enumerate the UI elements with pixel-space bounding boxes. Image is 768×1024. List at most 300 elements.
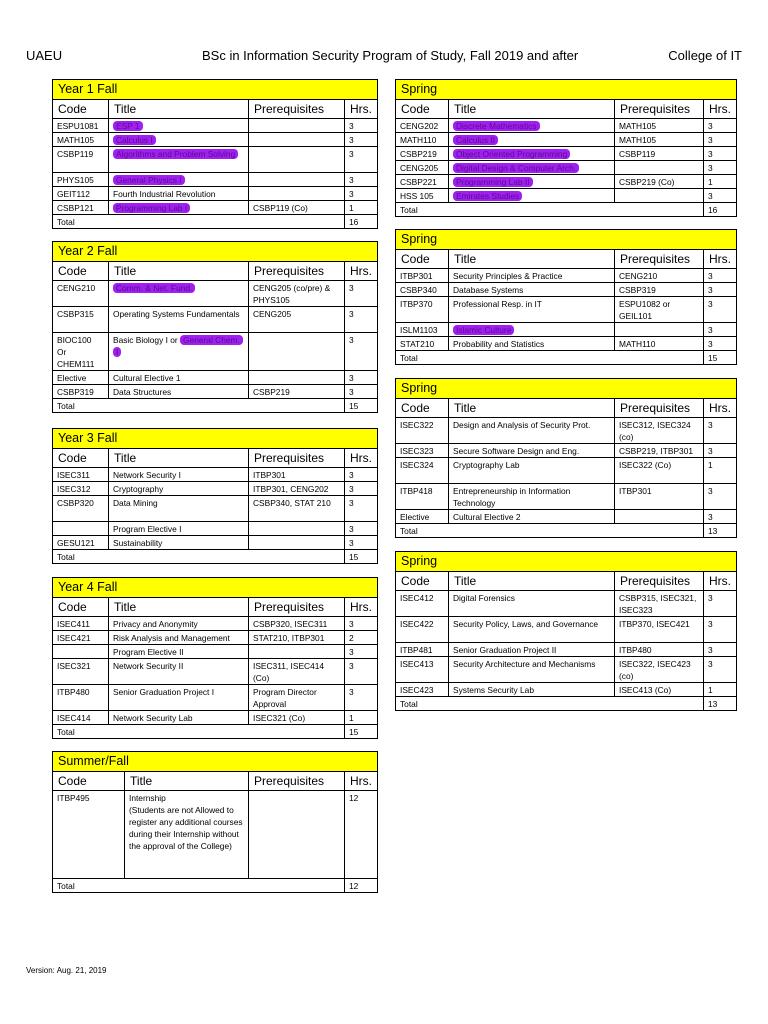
course-prerequisites: ITBP301, CENG202 [249, 482, 345, 496]
course-title-cell [449, 484, 615, 510]
total-hours: 16 [704, 203, 737, 217]
course-hours: 3 [704, 657, 737, 683]
course-prerequisites: ISEC322 (Co) [615, 458, 704, 484]
course-title: Security Architecture and Mechanisms [453, 659, 596, 669]
course-hours: 3 [704, 643, 737, 657]
course-prerequisites: CENG205 (co/pre) & PHYS105 [249, 281, 345, 307]
column-header-prerequisites: Prerequisites [249, 449, 345, 468]
course-title-cell [449, 418, 615, 444]
course-title: Senior Graduation Project I [113, 687, 215, 697]
course-row [53, 659, 378, 685]
total-label: Total [396, 524, 704, 538]
course-hours: 3 [704, 591, 737, 617]
course-title-cell [109, 685, 249, 711]
course-code: CSBP219 [396, 147, 449, 161]
course-prerequisites: CSBP119 (Co) [249, 201, 345, 215]
course-hours: 3 [345, 522, 378, 536]
course-title: Design and Analysis of Security Prot. [453, 420, 591, 430]
course-row [53, 617, 378, 631]
course-hours: 3 [345, 307, 378, 333]
course-prerequisites: CENG205 [249, 307, 345, 333]
course-code [53, 645, 109, 659]
course-hours: 3 [345, 617, 378, 631]
course-title-cell [449, 683, 615, 697]
course-title-cell [109, 119, 249, 133]
column-header-title: Title [109, 598, 249, 617]
total-row [396, 524, 737, 538]
course-code: CSBP221 [396, 175, 449, 189]
total-row [396, 351, 737, 365]
course-code: CENG210 [53, 281, 109, 307]
total-row [396, 203, 737, 217]
course-code: BIOC100 Or CHEM111 [53, 333, 109, 371]
semester-heading: Spring [396, 379, 737, 399]
course-prerequisites: ITBP301 [249, 468, 345, 482]
total-label: Total [53, 215, 345, 229]
course-prerequisites: CENG210 [615, 269, 704, 283]
course-title-cell [109, 482, 249, 496]
column-header-row [396, 399, 737, 418]
course-title-cell [449, 617, 615, 643]
course-row [396, 683, 737, 697]
course-row [396, 283, 737, 297]
course-hours: 3 [345, 536, 378, 550]
course-row [396, 175, 737, 189]
course-title-cell [109, 133, 249, 147]
course-prerequisites: ITBP301 [615, 484, 704, 510]
column-header-hours: Hrs. [345, 598, 378, 617]
course-title-cell [109, 333, 249, 371]
course-title-cell [109, 201, 249, 215]
course-row [53, 685, 378, 711]
semester-heading: Spring [396, 80, 737, 100]
course-prerequisites: CSBP320, ISEC311 [249, 617, 345, 631]
course-table-summer [52, 751, 378, 893]
course-code: STAT210 [396, 337, 449, 351]
course-hours: 3 [345, 187, 378, 201]
course-title-cell [449, 657, 615, 683]
course-prerequisites [615, 161, 704, 175]
course-hours: 3 [704, 161, 737, 175]
course-table-y4-spring [395, 551, 737, 711]
document-header [26, 46, 742, 66]
course-hours: 3 [345, 385, 378, 399]
course-code: ITBP480 [53, 685, 109, 711]
course-row [53, 482, 378, 496]
course-title: Islamic Culture [453, 325, 514, 335]
course-hours: 3 [345, 133, 378, 147]
university-name: UAEU [26, 48, 63, 63]
total-row [53, 215, 378, 229]
total-label: Total [396, 203, 704, 217]
course-title-cell [449, 323, 615, 337]
course-hours: 3 [345, 119, 378, 133]
course-hours: 3 [704, 323, 737, 337]
course-hours: 3 [704, 283, 737, 297]
course-prerequisites: MATH105 [615, 133, 704, 147]
course-prerequisites: ISEC312, ISEC324 (co) [615, 418, 704, 444]
course-title: Network Security Lab [113, 713, 193, 723]
course-title-cell [449, 591, 615, 617]
course-code: CSBP319 [53, 385, 109, 399]
course-row [396, 418, 737, 444]
course-title: Professional Resp. in IT [453, 299, 542, 309]
column-header-row [53, 598, 378, 617]
column-header-row [53, 262, 378, 281]
course-row [53, 333, 378, 371]
course-hours: 3 [345, 468, 378, 482]
column-header-prerequisites: Prerequisites [615, 250, 704, 269]
course-title-cell [449, 269, 615, 283]
course-title: Data Mining [113, 498, 158, 508]
column-header-title: Title [449, 399, 615, 418]
course-code: CSBP315 [53, 307, 109, 333]
total-label: Total [53, 399, 345, 413]
course-prerequisites: CSBP119 [615, 147, 704, 161]
column-header-title: Title [109, 100, 249, 119]
course-row [396, 323, 737, 337]
total-hours: 15 [345, 399, 378, 413]
course-title: General Physics I [113, 175, 185, 185]
course-title: Programming Lab II [453, 177, 533, 187]
total-hours: 13 [704, 697, 737, 711]
course-hours: 3 [704, 133, 737, 147]
course-prerequisites [249, 522, 345, 536]
course-prerequisites [249, 791, 345, 879]
course-row [396, 337, 737, 351]
column-header-hours: Hrs. [345, 262, 378, 281]
course-code: CSBP320 [53, 496, 109, 522]
column-header-title: Title [449, 572, 615, 591]
course-code: HSS 105 [396, 189, 449, 203]
course-row [53, 147, 378, 173]
total-row [53, 725, 378, 739]
course-prerequisites: MATH105 [615, 119, 704, 133]
course-hours: 3 [345, 371, 378, 385]
course-row [53, 307, 378, 333]
course-hours: 2 [345, 631, 378, 645]
course-hours: 3 [345, 659, 378, 685]
course-title-cell [109, 173, 249, 187]
course-hours: 1 [704, 683, 737, 697]
course-row [396, 161, 737, 175]
course-title-cell [109, 536, 249, 550]
course-title-cell [449, 119, 615, 133]
column-header-hours: Hrs. [345, 449, 378, 468]
course-code: Elective [53, 371, 109, 385]
semester-heading: Year 1 Fall [53, 80, 378, 100]
course-prerequisites: STAT210, ITBP301 [249, 631, 345, 645]
course-title: Calculus I [113, 135, 156, 145]
course-code: CSBP121 [53, 201, 109, 215]
total-label: Total [53, 879, 345, 893]
course-code: ISEC322 [396, 418, 449, 444]
course-title-cell [449, 175, 615, 189]
semester-heading: Spring [396, 230, 737, 250]
course-code: ITBP370 [396, 297, 449, 323]
course-title: Probability and Statistics [453, 339, 545, 349]
course-title-cell [109, 711, 249, 725]
column-header-hours: Hrs. [704, 250, 737, 269]
column-header-prerequisites: Prerequisites [249, 772, 345, 791]
column-header-hours: Hrs. [704, 100, 737, 119]
course-code: GEIT112 [53, 187, 109, 201]
course-hours: 3 [704, 297, 737, 323]
course-prerequisites: ISEC413 (Co) [615, 683, 704, 697]
course-hours: 3 [704, 147, 737, 161]
document-title: BSc in Information Security Program of Study, Fall 2019 and after [202, 48, 579, 63]
course-prerequisites: CSBP340, STAT 210 [249, 496, 345, 522]
course-title-cell [449, 458, 615, 484]
course-hours: 3 [345, 645, 378, 659]
course-code: MATH110 [396, 133, 449, 147]
course-title-cell [109, 147, 249, 173]
column-header-prerequisites: Prerequisites [615, 100, 704, 119]
semester-heading: Spring [396, 552, 737, 572]
course-prerequisites [615, 189, 704, 203]
course-title: ESP 1 [113, 121, 143, 131]
course-hours: 3 [345, 147, 378, 173]
total-hours: 15 [345, 725, 378, 739]
course-title: Internship (Students are not Allowed to register any additional courses during their Internship without the approval of the College) [129, 793, 243, 851]
course-hours: 3 [345, 482, 378, 496]
course-prerequisites: CSBP315, ISEC321, ISEC323 [615, 591, 704, 617]
course-title-cell [109, 645, 249, 659]
column-header-code: Code [53, 100, 109, 119]
column-header-code: Code [396, 399, 449, 418]
total-label: Total [396, 351, 704, 365]
course-hours: 3 [345, 333, 378, 371]
course-title: Cultural Elective 2 [453, 512, 521, 522]
course-title: Cultural Elective 1 [113, 373, 181, 383]
course-prerequisites: CSBP219 (Co) [615, 175, 704, 189]
course-title: Risk Analysis and Management [113, 633, 230, 643]
course-row [53, 371, 378, 385]
column-header-code: Code [53, 772, 125, 791]
course-hours: 3 [704, 484, 737, 510]
course-code: GESU121 [53, 536, 109, 550]
course-prerequisites [249, 119, 345, 133]
course-prerequisites: CSBP219 [249, 385, 345, 399]
total-label: Total [396, 697, 704, 711]
course-table-y2-spring [395, 229, 737, 365]
course-code: ISEC423 [396, 683, 449, 697]
column-header-row [396, 100, 737, 119]
column-header-hours: Hrs. [704, 572, 737, 591]
course-title: Discrete Mathematics [453, 121, 540, 131]
course-title-cell [449, 444, 615, 458]
course-prerequisites: ITBP370, ISEC421 [615, 617, 704, 643]
course-prerequisites [249, 645, 345, 659]
course-title: Sustainability [113, 538, 163, 548]
course-title-cell [109, 385, 249, 399]
course-title-cell [449, 337, 615, 351]
course-hours: 3 [704, 418, 737, 444]
course-table-y4-fall [52, 577, 378, 739]
total-row [53, 879, 378, 893]
course-code: ISEC422 [396, 617, 449, 643]
course-code: ISLM1103 [396, 323, 449, 337]
course-title-cell [449, 133, 615, 147]
course-title-cell [109, 617, 249, 631]
course-title-cell [449, 510, 615, 524]
column-header-title: Title [109, 449, 249, 468]
total-hours: 15 [345, 550, 378, 564]
course-row [53, 133, 378, 147]
course-row [53, 173, 378, 187]
course-code: ISEC311 [53, 468, 109, 482]
course-prerequisites: CSBP219, ITBP301 [615, 444, 704, 458]
course-title-cell [109, 307, 249, 333]
course-row [396, 269, 737, 283]
course-title-cell [449, 161, 615, 175]
course-title: Privacy and Anonymity [113, 619, 198, 629]
course-code: ISEC321 [53, 659, 109, 685]
course-title-cell [109, 496, 249, 522]
course-hours: 3 [704, 617, 737, 643]
course-code: CENG202 [396, 119, 449, 133]
course-title-cell [109, 631, 249, 645]
course-prerequisites: ISEC322, ISEC423 (co) [615, 657, 704, 683]
course-row [53, 281, 378, 307]
course-row [396, 591, 737, 617]
course-hours: 3 [704, 337, 737, 351]
course-title: Cryptography [113, 484, 164, 494]
course-title: Programming Lab I [113, 203, 190, 213]
course-row [396, 147, 737, 161]
course-row [53, 645, 378, 659]
course-hours: 3 [704, 510, 737, 524]
course-row [53, 631, 378, 645]
course-hours: 1 [704, 458, 737, 484]
course-row [396, 510, 737, 524]
course-code: ISEC323 [396, 444, 449, 458]
course-row [53, 201, 378, 215]
total-hours: 15 [704, 351, 737, 365]
column-header-code: Code [53, 449, 109, 468]
course-row [53, 187, 378, 201]
course-title: Calculus II [453, 135, 498, 145]
course-prerequisites [249, 133, 345, 147]
column-header-row [396, 250, 737, 269]
course-code: CENG205 [396, 161, 449, 175]
course-table-y1-spring [395, 79, 737, 217]
course-prerequisites: ESPU1082 or GEIL101 [615, 297, 704, 323]
course-row [396, 657, 737, 683]
column-header-prerequisites: Prerequisites [615, 399, 704, 418]
course-hours: 3 [345, 496, 378, 522]
course-table-y2-fall [52, 241, 378, 413]
course-row [396, 484, 737, 510]
course-title: Algorithms and Problem Solving [113, 149, 238, 159]
course-prerequisites: CSBP319 [615, 283, 704, 297]
course-table-y3-spring [395, 378, 737, 538]
course-hours: 3 [345, 173, 378, 187]
course-title: Comm. & Net. Fund. [113, 283, 195, 293]
course-code: MATH105 [53, 133, 109, 147]
course-row [396, 119, 737, 133]
course-title: Operating Systems Fundamentals [113, 309, 240, 319]
column-header-row [53, 772, 378, 791]
total-row [53, 399, 378, 413]
course-prerequisites [249, 173, 345, 187]
column-header-code: Code [396, 100, 449, 119]
total-row [53, 550, 378, 564]
course-title-cell [109, 281, 249, 307]
course-title: Security Principles & Practice [453, 271, 563, 281]
course-title: Network Security I [113, 470, 181, 480]
column-header-prerequisites: Prerequisites [249, 598, 345, 617]
course-row [396, 189, 737, 203]
course-hours: 1 [345, 201, 378, 215]
course-prerequisites: ITBP480 [615, 643, 704, 657]
course-code: ISEC324 [396, 458, 449, 484]
course-prerequisites [249, 371, 345, 385]
course-code: ISEC411 [53, 617, 109, 631]
course-code: CSBP119 [53, 147, 109, 173]
total-hours: 16 [345, 215, 378, 229]
course-row [53, 711, 378, 725]
course-row [396, 617, 737, 643]
column-header-code: Code [396, 250, 449, 269]
course-hours: 3 [345, 685, 378, 711]
course-title-cell [109, 522, 249, 536]
course-title-cell [449, 283, 615, 297]
course-row [53, 536, 378, 550]
column-header-hours: Hrs. [704, 399, 737, 418]
column-header-row [53, 100, 378, 119]
course-row [53, 791, 378, 879]
total-hours: 13 [704, 524, 737, 538]
course-row [53, 496, 378, 522]
semester-heading: Summer/Fall [53, 752, 378, 772]
course-row [396, 458, 737, 484]
course-table-y3-fall [52, 428, 378, 564]
course-row [53, 385, 378, 399]
course-code: ISEC312 [53, 482, 109, 496]
course-hours: 3 [345, 281, 378, 307]
course-title: Digital Forensics [453, 593, 515, 603]
column-header-code: Code [53, 598, 109, 617]
course-title-cell [109, 371, 249, 385]
course-code: ISEC413 [396, 657, 449, 683]
course-prerequisites: ISEC311, ISEC414 (Co) [249, 659, 345, 685]
column-header-title: Title [449, 100, 615, 119]
column-header-code: Code [53, 262, 109, 281]
course-row [53, 522, 378, 536]
column-header-prerequisites: Prerequisites [249, 100, 345, 119]
course-title-cell [109, 659, 249, 685]
course-table-y1-fall [52, 79, 378, 229]
course-title: Network Security II [113, 661, 184, 671]
course-title-cell [449, 297, 615, 323]
course-hours: 3 [704, 189, 737, 203]
column-header-title: Title [449, 250, 615, 269]
course-title: Fourth Industrial Revolution [113, 189, 216, 199]
course-title: Entrepreneurship in Information Technology [453, 486, 571, 508]
column-header-code: Code [396, 572, 449, 591]
course-prerequisites [249, 187, 345, 201]
course-hours: 3 [704, 269, 737, 283]
course-title: Cryptography Lab [453, 460, 520, 470]
course-row [53, 468, 378, 482]
course-title-cell [125, 791, 249, 879]
course-title: Emirates Studies [453, 191, 522, 201]
course-code: ITBP301 [396, 269, 449, 283]
course-code: PHYS105 [53, 173, 109, 187]
column-header-prerequisites: Prerequisites [615, 572, 704, 591]
column-header-row [53, 449, 378, 468]
